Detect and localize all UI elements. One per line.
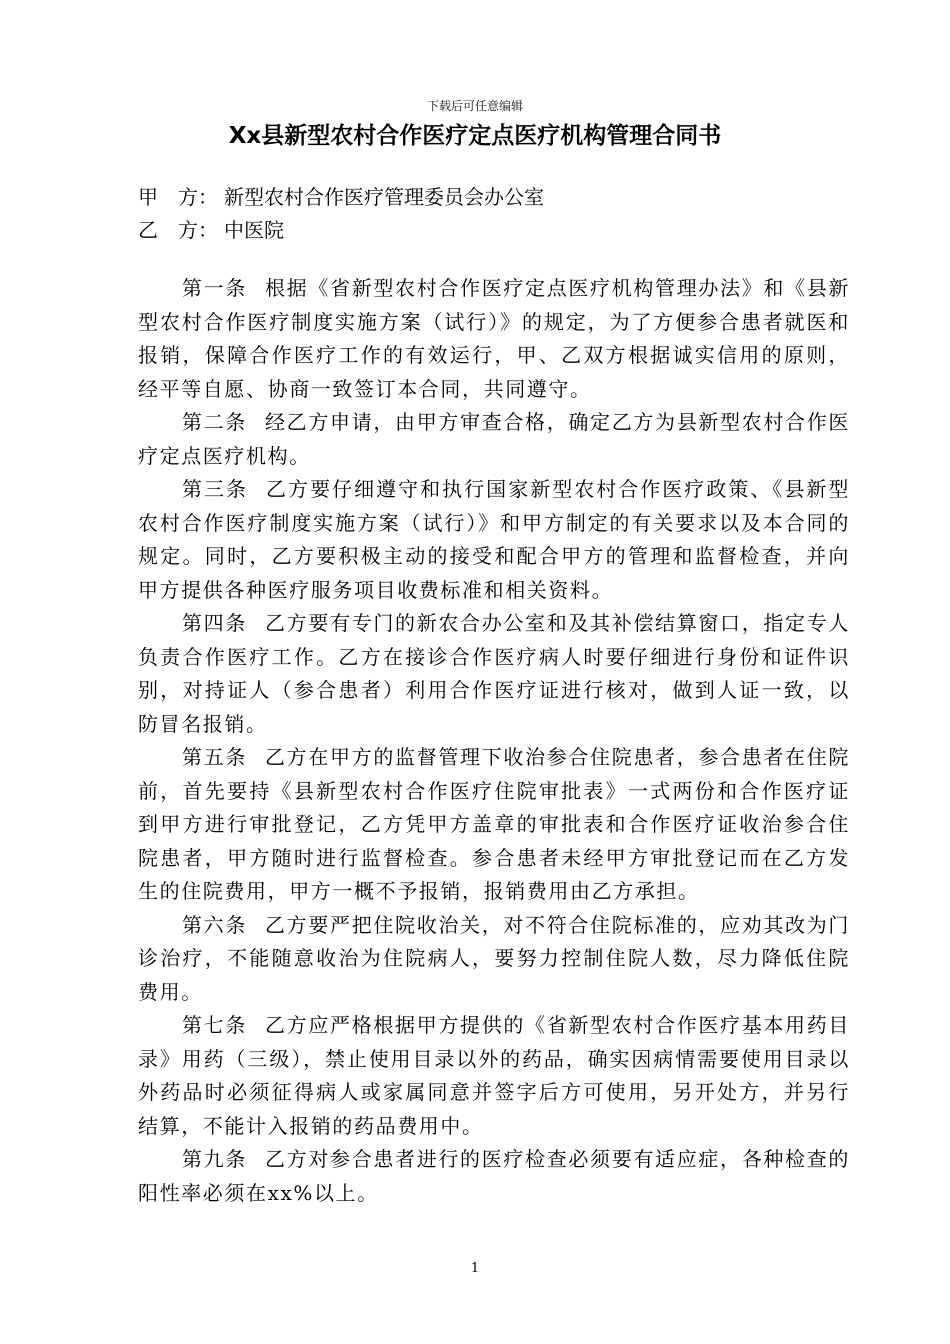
party-a: [138, 181, 544, 213]
article-paragraph: [138, 1143, 850, 1210]
article-text: 乙方对参合患者进行的医疗检查必须要有适应症，各种检查的阳性率必须在xx%以上。: [138, 1147, 850, 1205]
party-a-value: 新型农村合作医疗管理委员会办公室: [224, 185, 544, 209]
article-title: 第七条: [182, 1013, 248, 1037]
article-text: 经乙方申请，由甲方审查合格，确定乙方为县新型农村合作医疗定点医疗机构。: [138, 410, 850, 468]
article-title: 第六条: [182, 912, 248, 937]
article-title: 第二条: [182, 410, 248, 434]
article-paragraph: [138, 1009, 850, 1143]
article-title: 第四条: [182, 611, 248, 635]
article-paragraph: [138, 607, 850, 741]
article-title: 第一条: [182, 276, 248, 300]
header-note: 下载后可任意编辑: [426, 99, 523, 113]
page-number: 1: [470, 1261, 480, 1276]
article-title: 第五条: [182, 745, 248, 769]
article-text: 乙方要严把住院收治关，对不符合住院标准的，应劝其改为门诊治疗，不能随意收治为住院病人，要努力控制住院人数，尽力降低住院费用。: [138, 912, 850, 1004]
article-text: 乙方应严格根据甲方提供的《省新型农村合作医疗基本用药目录》用药（三级），禁止使用目录以外的药品，确实因病情需要使用目录以外药品时必须征得病人或家属同意并签字后方可使用，另开处方，并另行结算，不能计入报销的药品费用中。: [138, 1013, 850, 1138]
article-paragraph: [138, 741, 850, 909]
article-paragraph: [138, 406, 850, 473]
article-text: 根据《省新型农村合作医疗定点医疗机构管理办法》和《县新型农村合作医疗制度实施方案（试行）》的规定，为了方便参合患者就医和报销，保障合作医疗工作的有效运行，甲、乙双方根据诚实信用的原则，经平等自愿、协商一致签订本合同，共同遵守。: [138, 276, 850, 401]
article-title: 第三条: [182, 477, 249, 501]
document-title: Xx县新型农村合作医疗定点医疗机构管理合同书: [228, 123, 722, 149]
article-title: 第九条: [182, 1147, 248, 1171]
article-paragraph: [138, 909, 850, 1010]
article-text: 乙方要仔细遵守和执行国家新型农村合作医疗政策、《县新型农村合作医疗制度实施方案（试行）》和甲方制定的有关要求以及本合同的规定。同时，乙方要积极主动的接受和配合甲方的管理和监督检查，并向甲方提供各种医疗服务项目收费标准和相关资料。: [138, 477, 850, 602]
contract-body: [138, 272, 850, 1210]
article-text: 乙方在甲方的监督管理下收治参合住院患者，参合患者在住院前，首先要持《县新型农村合作医疗住院审批表》一式两份和合作医疗证到甲方进行审批登记，乙方凭甲方盖章的审批表和合作医疗证收治参合住院患者，甲方随时进行监督检查。参合患者未经甲方审批登记而在乙方发生的住院费用，甲方一概不予报销，报销费用由乙方承担。: [138, 745, 850, 903]
party-b-label: 乙 方：: [138, 218, 218, 242]
article-text: 乙方要有专门的新农合办公室和及其补偿结算窗口，指定专人负责合作医疗工作。乙方在接诊合作医疗病人时要仔细进行身份和证件识别，对持证人（参合患者）利用合作医疗证进行核对，做到人证一致，以防冒名报销。: [138, 611, 850, 736]
article-paragraph: [138, 473, 850, 607]
article-paragraph: [138, 272, 850, 406]
party-b: [138, 214, 284, 246]
party-b-value: 中医院: [224, 218, 284, 242]
party-a-label: 甲 方：: [138, 185, 218, 209]
